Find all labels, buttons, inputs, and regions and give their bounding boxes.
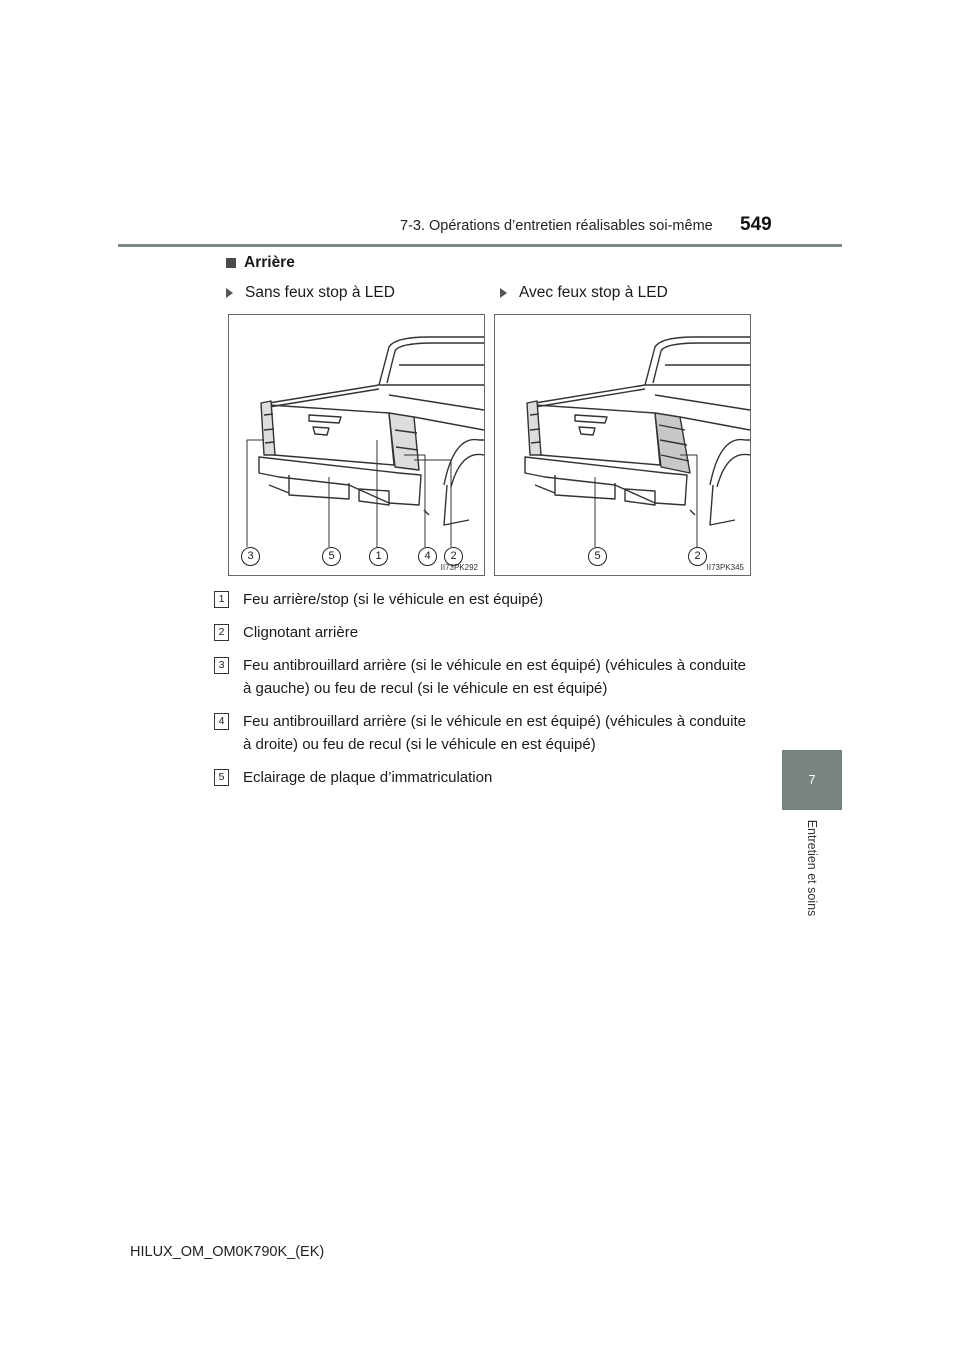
square-bullet-icon bbox=[226, 258, 236, 268]
truck-rear-drawing bbox=[495, 315, 750, 575]
variant-label-without-led bbox=[226, 284, 395, 302]
legend-text: Feu antibrouillard arrière (si le véhicule en est équipé) (véhicules à conduite à droite) ou feu de recul (si le véhicule en est équipé) bbox=[243, 713, 746, 753]
legend-item bbox=[214, 588, 746, 611]
chapter-tab bbox=[782, 750, 842, 810]
callout-5: 5 bbox=[588, 547, 607, 566]
illustration-code: II73PK292 bbox=[440, 563, 478, 572]
legend-list bbox=[214, 588, 746, 799]
legend-number-badge: 2 bbox=[214, 624, 229, 641]
section-heading bbox=[226, 254, 295, 272]
section-heading-text: Arrière bbox=[244, 254, 295, 271]
variant-label-with-led bbox=[500, 284, 668, 302]
legend-item bbox=[214, 766, 746, 789]
callout-2: 2 bbox=[444, 547, 463, 566]
legend-number-badge: 1 bbox=[214, 591, 229, 608]
illustration-rear-without-led bbox=[228, 314, 485, 576]
triangle-bullet-icon bbox=[226, 288, 233, 298]
truck-rear-drawing bbox=[229, 315, 484, 575]
callout-3: 3 bbox=[241, 547, 260, 566]
triangle-bullet-icon bbox=[500, 288, 507, 298]
legend-number-badge: 5 bbox=[214, 769, 229, 786]
header-section-title: 7-3. Opérations d’entretien réalisables soi-même bbox=[400, 218, 713, 234]
legend-number-badge: 4 bbox=[214, 713, 229, 730]
legend-item bbox=[214, 654, 746, 700]
callout-4: 4 bbox=[418, 547, 437, 566]
chapter-number: 7 bbox=[808, 772, 816, 787]
legend-number-badge: 3 bbox=[214, 657, 229, 674]
legend-item bbox=[214, 621, 746, 644]
chapter-label: Entretien et soins bbox=[805, 819, 819, 917]
page-number: 549 bbox=[740, 214, 772, 235]
variant-label-text: Sans feux stop à LED bbox=[245, 284, 395, 301]
legend-item bbox=[214, 710, 746, 756]
callout-1: 1 bbox=[369, 547, 388, 566]
legend-text: Eclairage de plaque d’immatriculation bbox=[243, 769, 493, 786]
legend-text: Feu antibrouillard arrière (si le véhicule en est équipé) (véhicules à conduite à gauche) ou feu de recul (si le véhicule en est équipé) bbox=[243, 657, 746, 697]
callout-2: 2 bbox=[688, 547, 707, 566]
variant-label-text: Avec feux stop à LED bbox=[519, 284, 668, 301]
legend-text: Feu arrière/stop (si le véhicule en est équipé) bbox=[243, 591, 544, 608]
callout-5: 5 bbox=[322, 547, 341, 566]
illustration-code: II73PK345 bbox=[706, 563, 744, 572]
header-divider bbox=[118, 244, 842, 247]
legend-text: Clignotant arrière bbox=[243, 624, 359, 641]
document-id: HILUX_OM_OM0K790K_(EK) bbox=[130, 1244, 325, 1260]
illustration-rear-with-led bbox=[494, 314, 751, 576]
